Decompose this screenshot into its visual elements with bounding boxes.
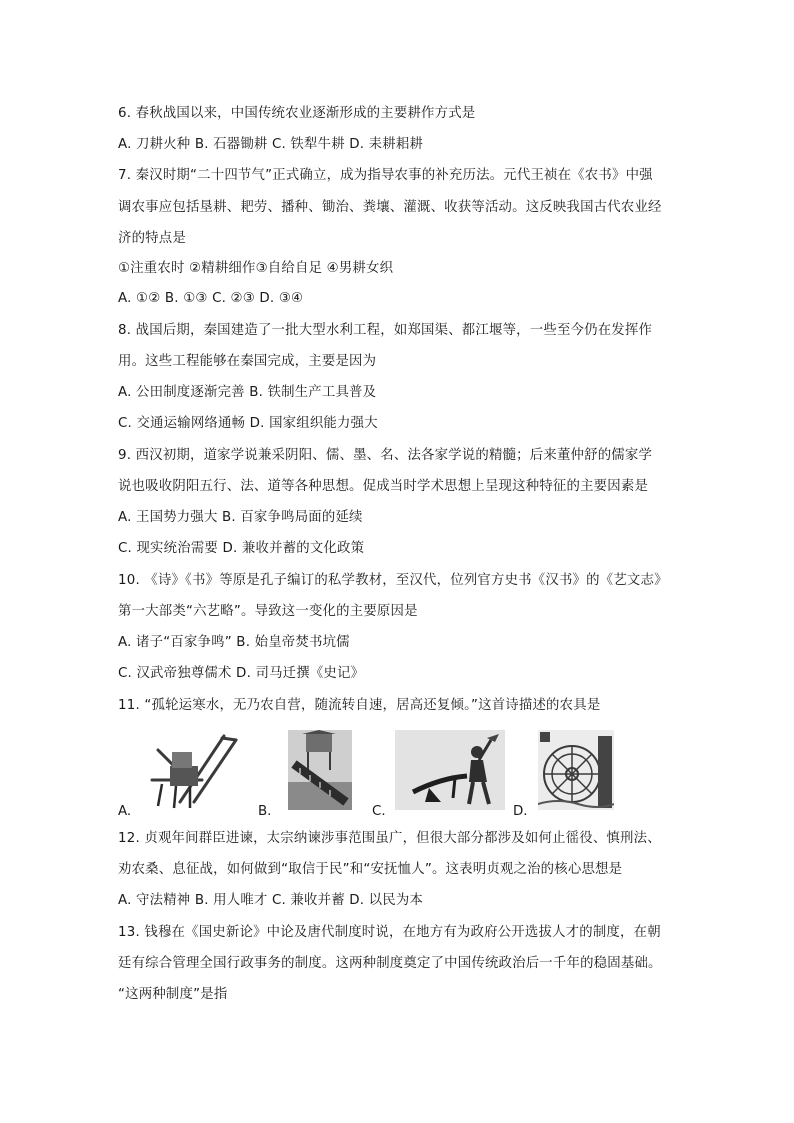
q7-stem-line-3: 济的特点是 bbox=[118, 231, 186, 246]
q10-stem-line-1: 10. 《诗》《书》等原是孔子编订的私学教材，至汉代，位列官方史书《汉书》的《艺文志》 bbox=[118, 573, 668, 588]
q13-stem-line-2: 廷有综合管理全国行政事务的制度。这两种制度奠定了中国传统政治后一千年的稳固基础。 bbox=[118, 956, 662, 971]
q8-options-line-1: A. 公田制度逐渐完善 B. 铁制生产工具普及 bbox=[118, 385, 377, 400]
q10-stem-line-2: 第一大部类“六艺略”。导致这一变化的主要原因是 bbox=[118, 604, 418, 619]
q10-options-line-2: C. 汉武帝独尊儒术 D. 司马迁撰《史记》 bbox=[118, 666, 365, 681]
q11-option-c-label: C. bbox=[372, 804, 386, 819]
q13-stem-line-1: 13. 钱穆在《国史新论》中论及唐代制度时说，在地方有为政府公开选拔人才的制度，在朝 bbox=[118, 925, 661, 940]
q12-stem-line-2: 劝农桑、息征战，如何做到“取信于民”和“安抚恤人”。这表明贞观之治的核心思想是 bbox=[118, 862, 623, 877]
seed-drill-icon bbox=[144, 730, 240, 810]
q11-option-d-label: D. bbox=[513, 804, 528, 819]
q8-options-line-2: C. 交通运输网络通畅 D. 国家组织能力强大 bbox=[118, 416, 378, 431]
water-wheel-icon bbox=[538, 730, 614, 810]
q8-stem-line-1: 8. 战国后期，秦国建造了一批大型水利工程，如郑国渠、都江堰等，一些至今仍在发挥作 bbox=[118, 323, 653, 338]
q9-stem-line-1: 9. 西汉初期，道家学说兼采阴阳、儒、墨、名、法各家学说的精髓；后来董仲舒的儒家学 bbox=[118, 448, 653, 463]
q11-option-b-label: B. bbox=[258, 804, 272, 819]
q8-stem-line-2: 用。这些工程能够在秦国完成，主要是因为 bbox=[118, 354, 377, 369]
q11-image-options bbox=[118, 730, 678, 820]
q11-stem: 11. “孤轮运寒水，无乃农自营，随流转自速，居高还复倾。”这首诗描述的农具是 bbox=[118, 698, 601, 713]
q11-option-a-label: A. bbox=[118, 804, 132, 819]
q7-items: ①注重农时 ②精耕细作③自给自足 ④男耕女织 bbox=[118, 261, 394, 276]
q6-stem: 6. 春秋战国以来，中国传统农业逐渐形成的主要耕作方式是 bbox=[118, 106, 476, 121]
q9-options-line-1: A. 王国势力强大 B. 百家争鸣局面的延续 bbox=[118, 510, 363, 525]
q13-stem-line-3: “这两种制度”是指 bbox=[118, 987, 228, 1002]
q12-stem-line-1: 12. 贞观年间群臣进谏，太宗纳谏涉事范围虽广，但很大部分都涉及如何止徭役、慎刑法、 bbox=[118, 831, 661, 846]
q9-options-line-2: C. 现实统治需要 D. 兼收并蓄的文化政策 bbox=[118, 541, 365, 556]
plough-farmer-icon bbox=[395, 730, 505, 810]
q6-options: A. 刀耕火种 B. 石器锄耕 C. 铁犁牛耕 D. 耒耕耜耕 bbox=[118, 137, 424, 152]
q10-options-line-1: A. 诸子“百家争鸣” B. 始皇帝焚书坑儒 bbox=[118, 635, 350, 650]
square-pallet-chain-pump-icon bbox=[288, 730, 352, 810]
q12-options: A. 守法精神 B. 用人唯才 C. 兼收并蓄 D. 以民为本 bbox=[118, 893, 424, 908]
q7-stem-line-1: 7. 秦汉时期“二十四节气”正式确立，成为指导农事的补充历法。元代王祯在《农书》中强 bbox=[118, 168, 653, 183]
q7-options: A. ①② B. ①③ C. ②③ D. ③④ bbox=[118, 291, 304, 306]
q9-stem-line-2: 说也吸收阴阳五行、法、道等各种思想。促成当时学术思想上呈现这种特征的主要因素是 bbox=[118, 479, 649, 494]
q7-stem-line-2: 调农事应包括垦耕、耙劳、播种、锄治、粪壤、灌溉、收获等活动。这反映我国古代农业经 bbox=[118, 200, 662, 215]
